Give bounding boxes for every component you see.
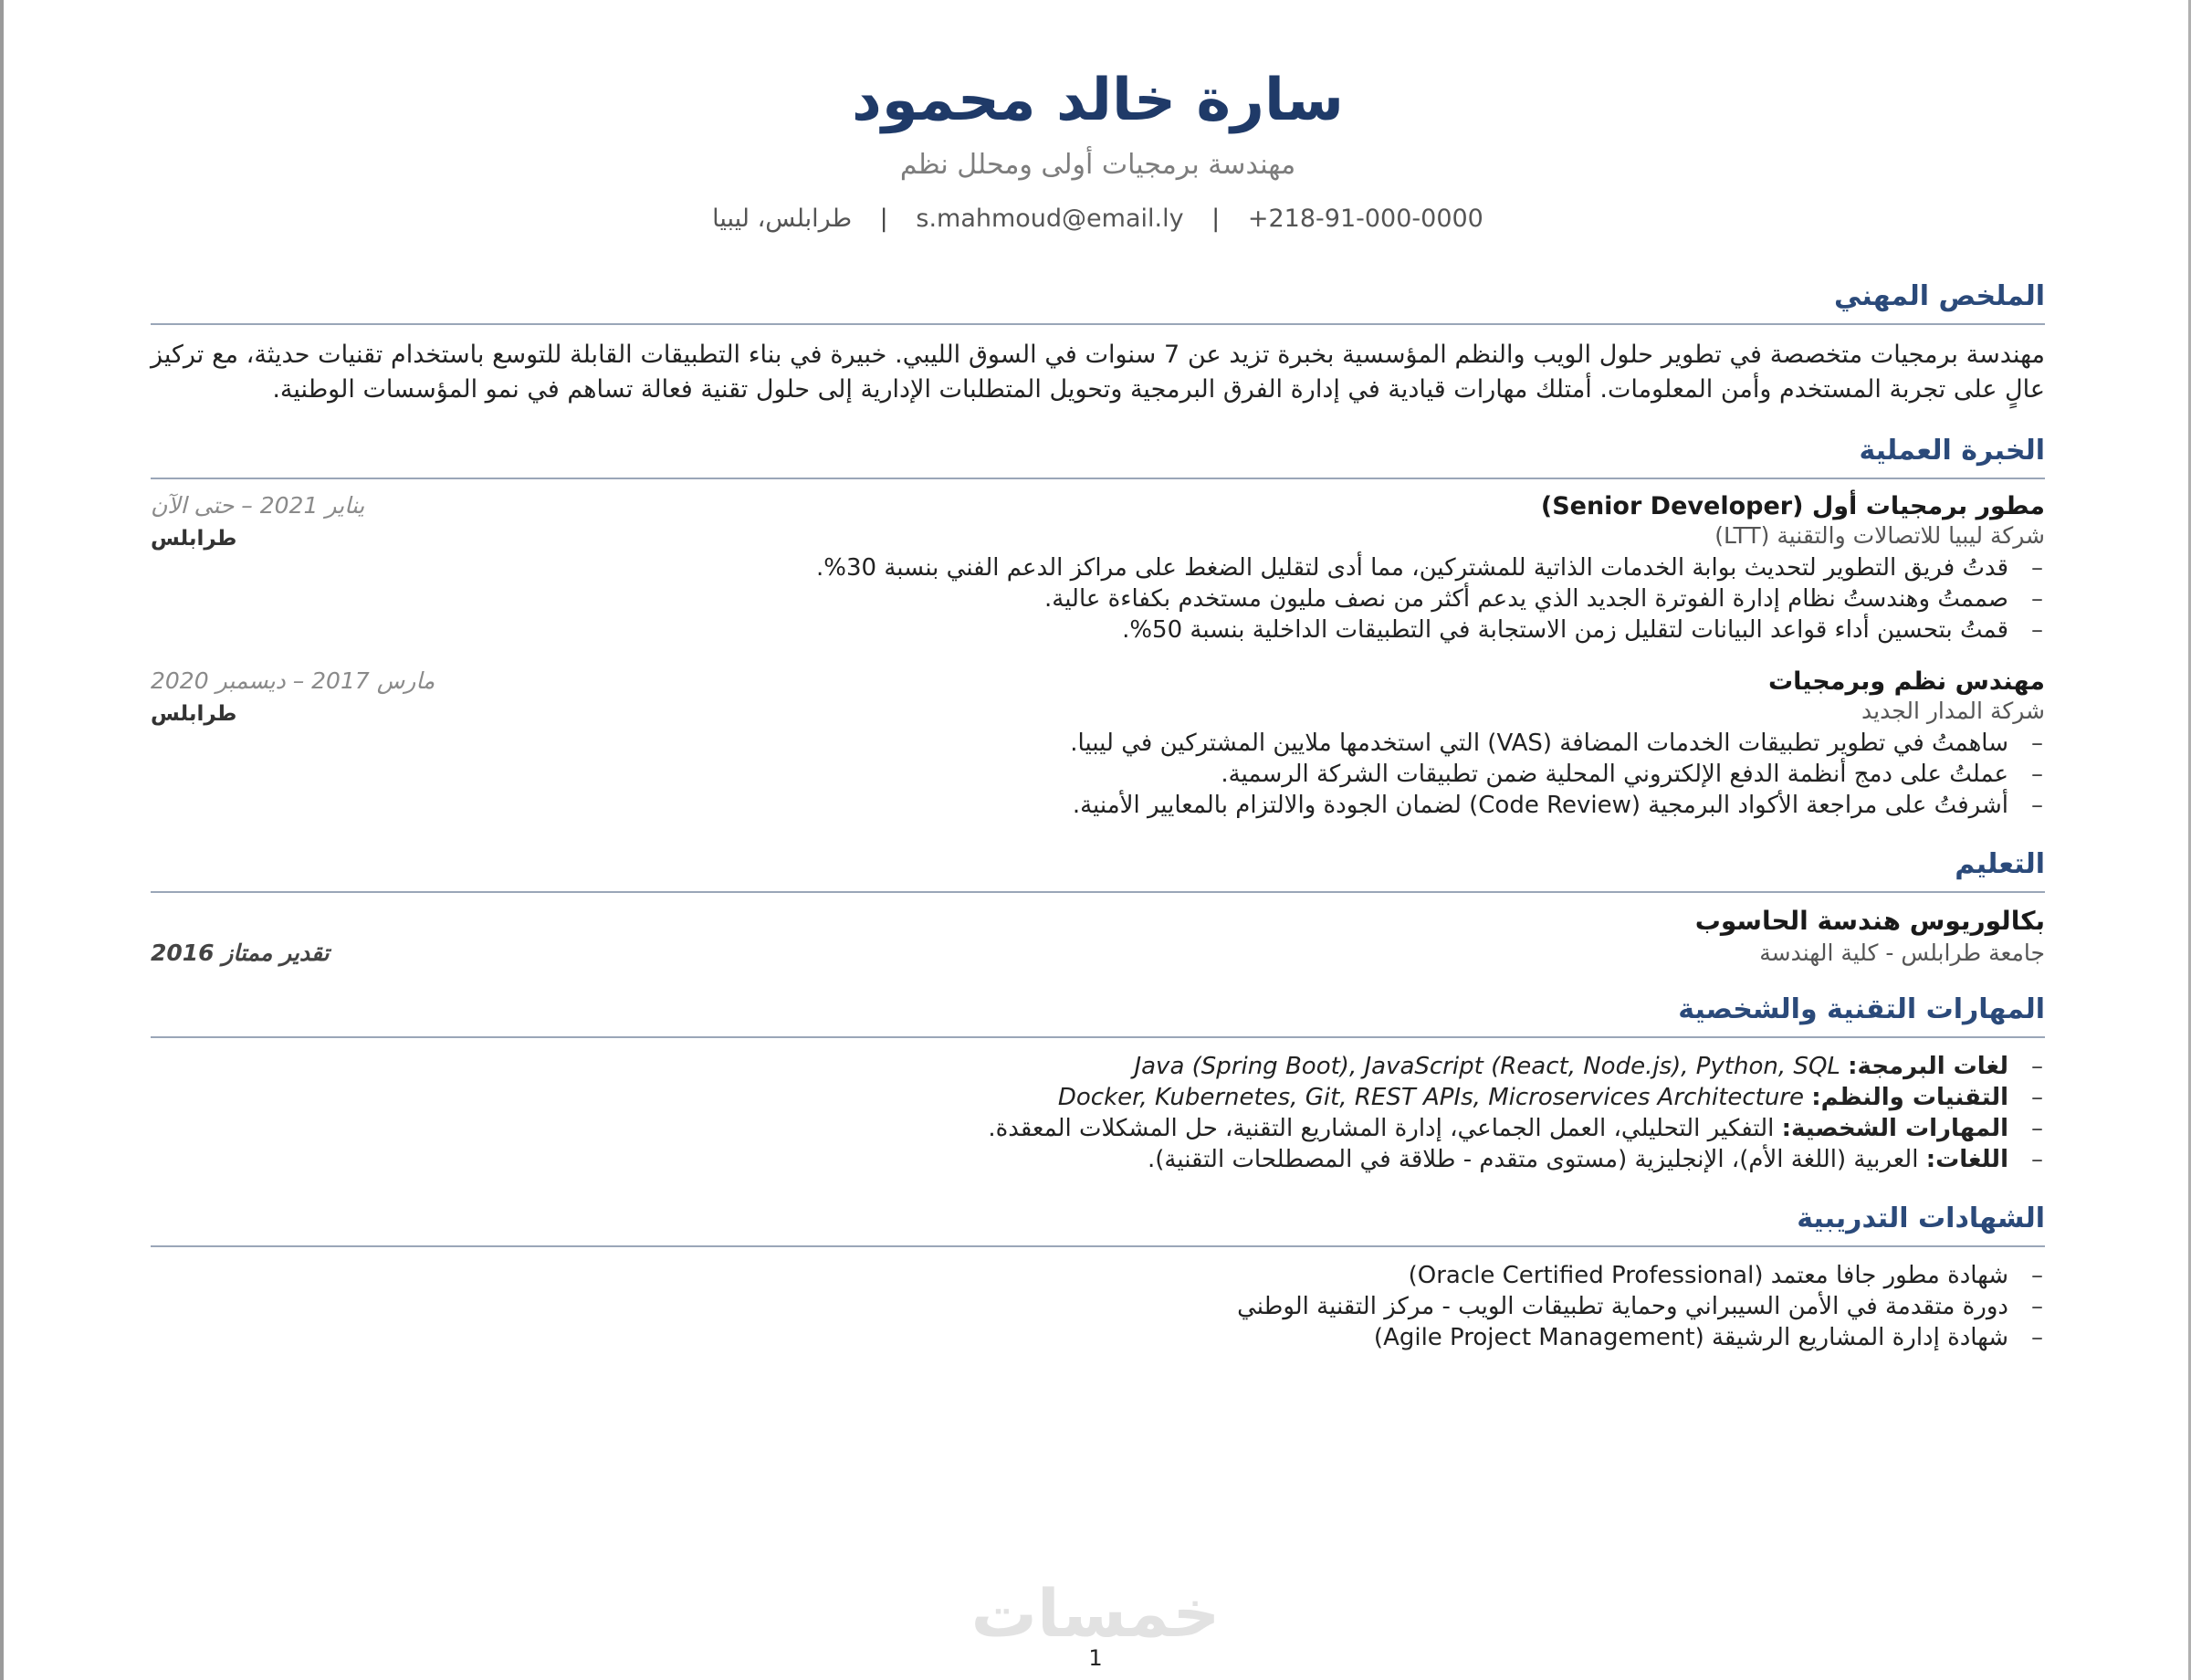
skill-value: العربية (اللغة الأم)، الإنجليزية (مستوى متقدم - طلاقة في المصطلحات التقنية).	[1148, 1145, 1919, 1173]
education-grade: تقدير ممتاز 2016	[151, 939, 330, 966]
education-entry	[151, 906, 2045, 966]
section-title-education: التعليم	[151, 848, 2045, 893]
certifications-list	[151, 1260, 2045, 1353]
job-company: شركة ليبيا للاتصالات والتقنية (LTT)	[1714, 521, 2045, 549]
section-title-experience: الخبرة العملية	[151, 435, 2045, 479]
job-location: طرابلس	[151, 526, 237, 551]
list-item: – قدتُ فريق التطوير لتحديث بوابة الخدمات الذاتية للمشتركين، مما أدى لتقليل الضغط على مراكز الدعم الفني بنسبة 30%.	[151, 552, 2008, 583]
contact-separator: |	[879, 204, 888, 233]
skill-item	[151, 1113, 2008, 1144]
skill-item	[151, 1144, 2008, 1175]
job-company: شركة المدار الجديد	[1861, 697, 2045, 724]
contact-location: طرابلس، ليبيا	[712, 204, 853, 233]
list-item: – أشرفتُ على مراجعة الأكواد البرمجية (Code Review) لضمان الجودة والالتزام بالمعايير الأمنية.	[151, 790, 2008, 821]
list-item: – ساهمتُ في تطوير تطبيقات الخدمات المضافة (VAS) التي استخدمها ملايين المشتركين في ليبيا.	[151, 728, 2008, 759]
skill-item	[151, 1082, 2008, 1113]
skill-label: المهارات الشخصية:	[1781, 1114, 2008, 1142]
watermark-logo: خمسات	[970, 1575, 1221, 1652]
list-item: – دورة متقدمة في الأمن السيبراني وحماية تطبيقات الويب - مركز التقنية الوطني	[151, 1291, 2008, 1322]
contact-line	[151, 205, 2045, 233]
job-title: مهندس نظم وبرمجيات	[1767, 667, 2045, 696]
candidate-name: سارة خالد محمود	[852, 67, 1344, 134]
section-title-summary: الملخص المهني	[151, 280, 2045, 325]
resume-header	[151, 66, 2045, 233]
candidate-title: مهندسة برمجيات أولى ومحلل نظم	[899, 148, 1296, 181]
section-title-skills: المهارات التقنية والشخصية	[151, 993, 2045, 1038]
contact-separator: |	[1211, 204, 1221, 233]
skills-list	[151, 1051, 2045, 1175]
job-location: طرابلس	[151, 701, 237, 726]
summary-section	[151, 280, 2045, 407]
skill-label: التقنيات والنظم:	[1811, 1083, 2008, 1111]
contact-email[interactable]: s.mahmoud@email.ly	[916, 204, 1184, 233]
skill-value: Java (Spring Boot), JavaScript (React, Node.js), Python, SQL	[1134, 1052, 1840, 1080]
education-school: جامعة طرابلس - كلية الهندسة	[1759, 939, 2045, 966]
job-entry	[151, 667, 2045, 821]
skill-label: لغات البرمجة:	[1848, 1052, 2008, 1080]
skill-item	[151, 1051, 2008, 1082]
certifications-section	[151, 1202, 2045, 1353]
section-title-certifications: الشهادات التدريبية	[151, 1202, 2045, 1247]
skill-label: اللغات:	[1925, 1145, 2008, 1173]
contact-phone: +218-91-000-0000	[1247, 204, 1483, 233]
list-item: – شهادة مطور جافا معتمد (Oracle Certified Professional)	[151, 1260, 2008, 1291]
education-section	[151, 848, 2045, 966]
skill-value: التفكير التحليلي، العمل الجماعي، إدارة المشاريع التقنية، حل المشكلات المعقدة.	[988, 1114, 1775, 1142]
page-number: 1	[1088, 1645, 1103, 1671]
job-date: مارس 2017 – ديسمبر 2020	[151, 667, 435, 694]
job-entry	[151, 492, 2045, 646]
list-item: – عملتُ على دمج أنظمة الدفع الإلكتروني المحلية ضمن تطبيقات الشركة الرسمية.	[151, 759, 2008, 790]
list-item: – صممتُ وهندستُ نظام إدارة الفوترة الجديد الذي يدعم أكثر من نصف مليون مستخدم بكفاءة عالية.	[151, 583, 2008, 614]
list-item: – شهادة إدارة المشاريع الرشيقة (Agile Project Management)	[151, 1322, 2008, 1353]
page-border-left	[0, 0, 4, 1680]
job-date: يناير 2021 – حتى الآن	[151, 491, 365, 519]
skill-value: Docker, Kubernetes, Git, REST APIs, Microservices Architecture	[1057, 1083, 1804, 1111]
job-title: مطور برمجيات أول (Senior Developer)	[1540, 491, 2045, 520]
job-bullets	[151, 728, 2045, 821]
summary-text: مهندسة برمجيات متخصصة في تطوير حلول الويب والنظم المؤسسية بخبرة تزيد عن 7 سنوات في السوق الليبي. خبيرة في بناء التطبيقات القابلة للتوسع باستخدام تقنيات حديثة، مع تركيز عالٍ على تجربة المستخدم وأمن المعلومات. أمتلك مهارات قيادية في إدارة الفرق البرمجية وتحويل المتطلبات الإدارية إلى حلول تقنية فعالة تساهم في نمو المؤسسات الوطنية.	[151, 340, 2045, 404]
job-bullets	[151, 552, 2045, 646]
resume-page	[151, 0, 2045, 1680]
list-item: – قمتُ بتحسين أداء قواعد البيانات لتقليل زمن الاستجابة في التطبيقات الداخلية بنسبة 50%.	[151, 614, 2008, 646]
experience-section	[151, 435, 2045, 821]
education-degree: بكالوريوس هندسة الحاسوب	[1694, 905, 2045, 936]
skills-section	[151, 993, 2045, 1175]
